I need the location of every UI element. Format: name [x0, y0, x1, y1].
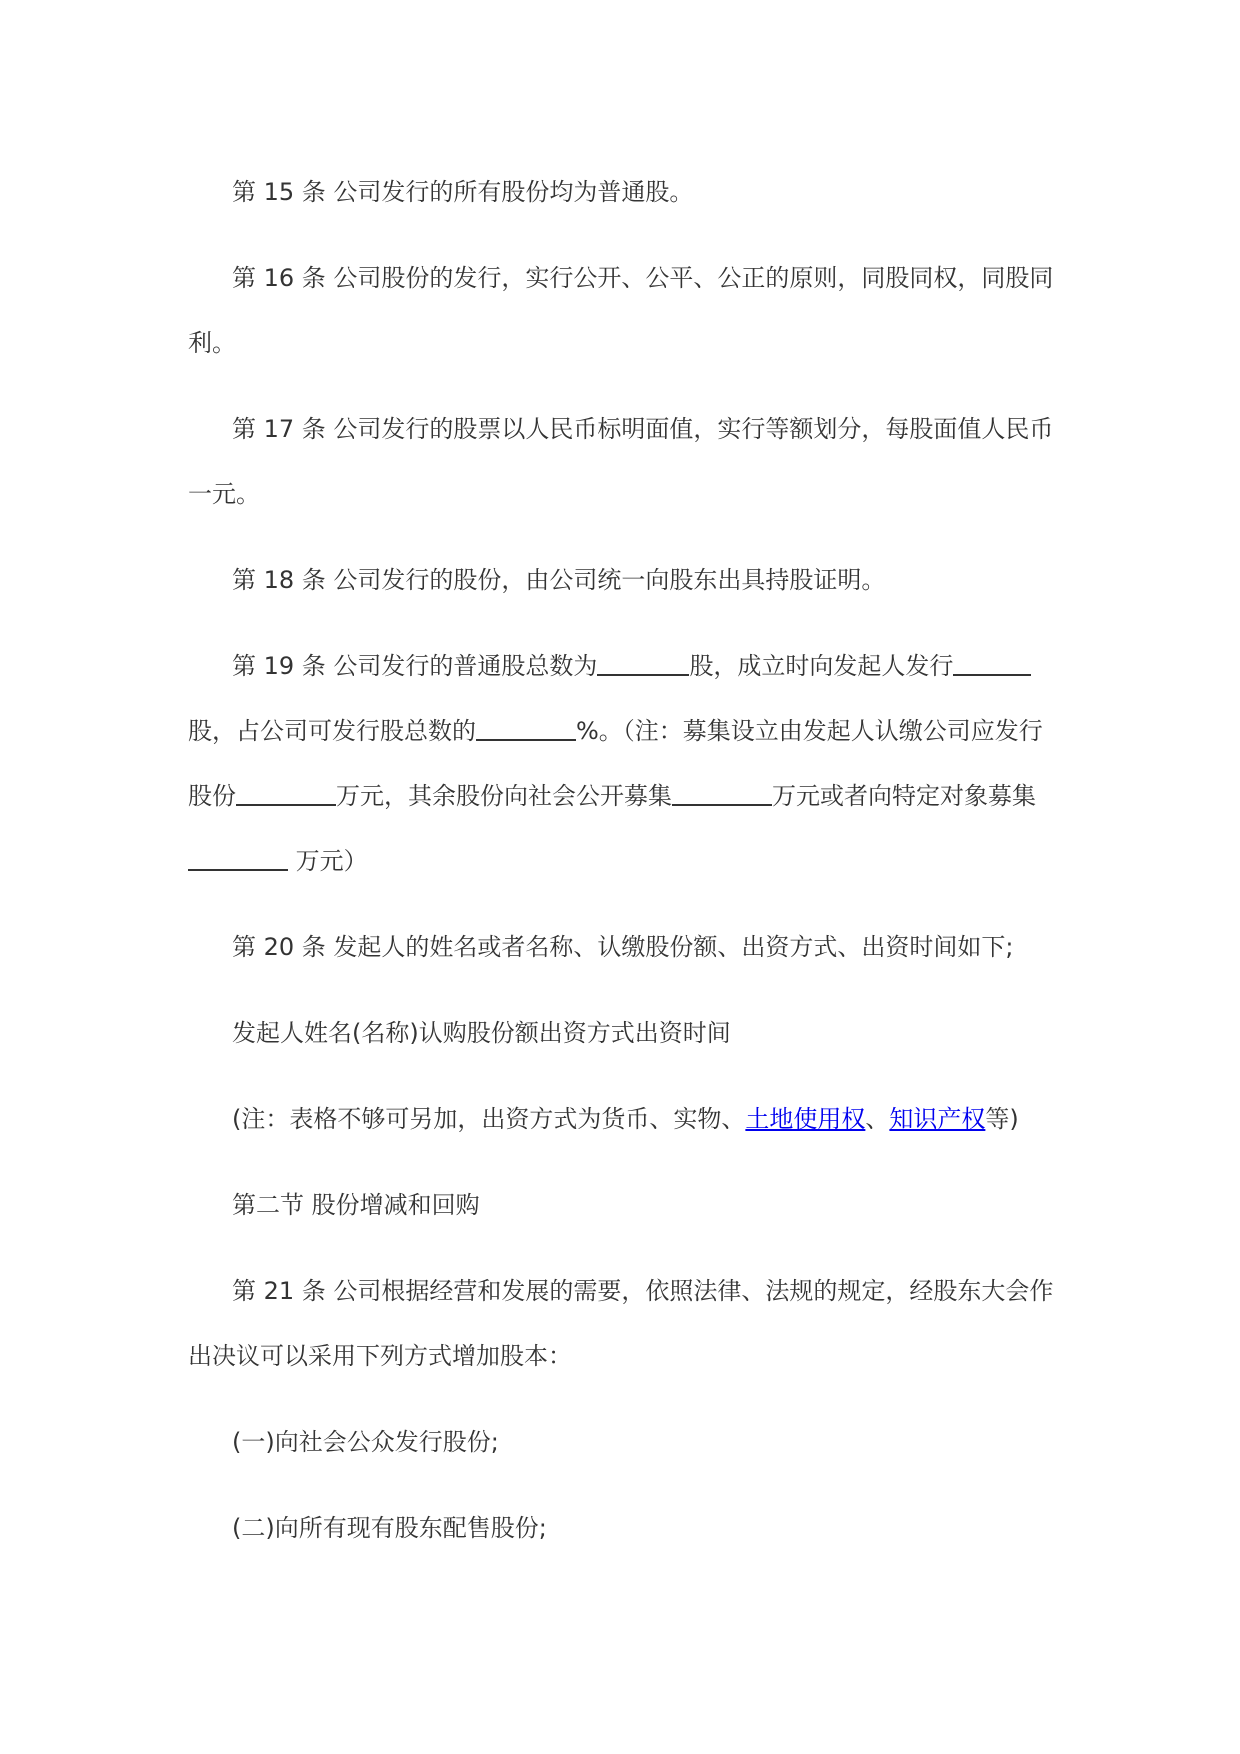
section-heading: 第二节 股份增减和回购	[232, 1191, 480, 1219]
article-19-text-4: %。（注：募集设立由发起人认缴公司应发行股份	[188, 717, 1043, 810]
list-item-1: (一)向社会公众发行股份;	[232, 1428, 499, 1456]
fill-blank-total-shares	[597, 648, 689, 676]
article-17: 第 17 条 公司发行的股票以人民币标明面值，实行等额划分，每股面值人民币一元。	[188, 415, 1054, 508]
article-21: 第 21 条 公司根据经营和发展的需要，依照法律、法规的规定，经股东大会作出决议可以采用下列方式增加股本：	[188, 1277, 1054, 1370]
note-suffix: 等)	[985, 1105, 1019, 1133]
article-19-text-7: 万元）	[288, 847, 368, 875]
founder-table-header: 发起人姓名(名称)认购股份额出资方式出资时间	[232, 1019, 731, 1047]
article-19-text-1: 第 19 条 公司发行的普通股总数为	[232, 652, 598, 680]
article-19	[188, 634, 1062, 894]
document-body	[188, 160, 1062, 1582]
link-land-use-rights[interactable]: 土地使用权	[745, 1105, 866, 1133]
fill-blank-founder-amount	[236, 778, 336, 806]
note-separator: 、	[865, 1105, 890, 1133]
article-16: 第 16 条 公司股份的发行，实行公开、公平、公正的原则，同股同权，同股同利。	[188, 264, 1054, 357]
article-19-text-3: 股，占公司可发行股总数的	[188, 717, 476, 745]
fill-blank-percentage	[476, 713, 576, 741]
list-item-2: (二)向所有现有股东配售股份;	[232, 1514, 547, 1542]
link-intellectual-property[interactable]: 知识产权	[889, 1105, 986, 1133]
fill-blank-founder-shares	[953, 648, 1031, 676]
note-prefix: (注：表格不够可另加，出资方式为货币、实物、	[232, 1105, 746, 1133]
article-20: 第 20 条 发起人的姓名或者名称、认缴股份额、出资方式、出资时间如下;	[232, 933, 1014, 961]
fill-blank-public-amount	[672, 778, 772, 806]
article-18: 第 18 条 公司发行的股份，由公司统一向股东出具持股证明。	[232, 566, 886, 594]
article-19-text-5: 万元，其余股份向社会公开募集	[336, 782, 672, 810]
fill-blank-specific-amount	[188, 843, 288, 871]
article-19-text-2: 股，成立时向发起人发行	[689, 652, 954, 680]
article-19-text-6: 万元或者向特定对象募集	[772, 782, 1036, 810]
article-15: 第 15 条 公司发行的所有股份均为普通股。	[232, 178, 694, 206]
contribution-note	[188, 1087, 1062, 1152]
